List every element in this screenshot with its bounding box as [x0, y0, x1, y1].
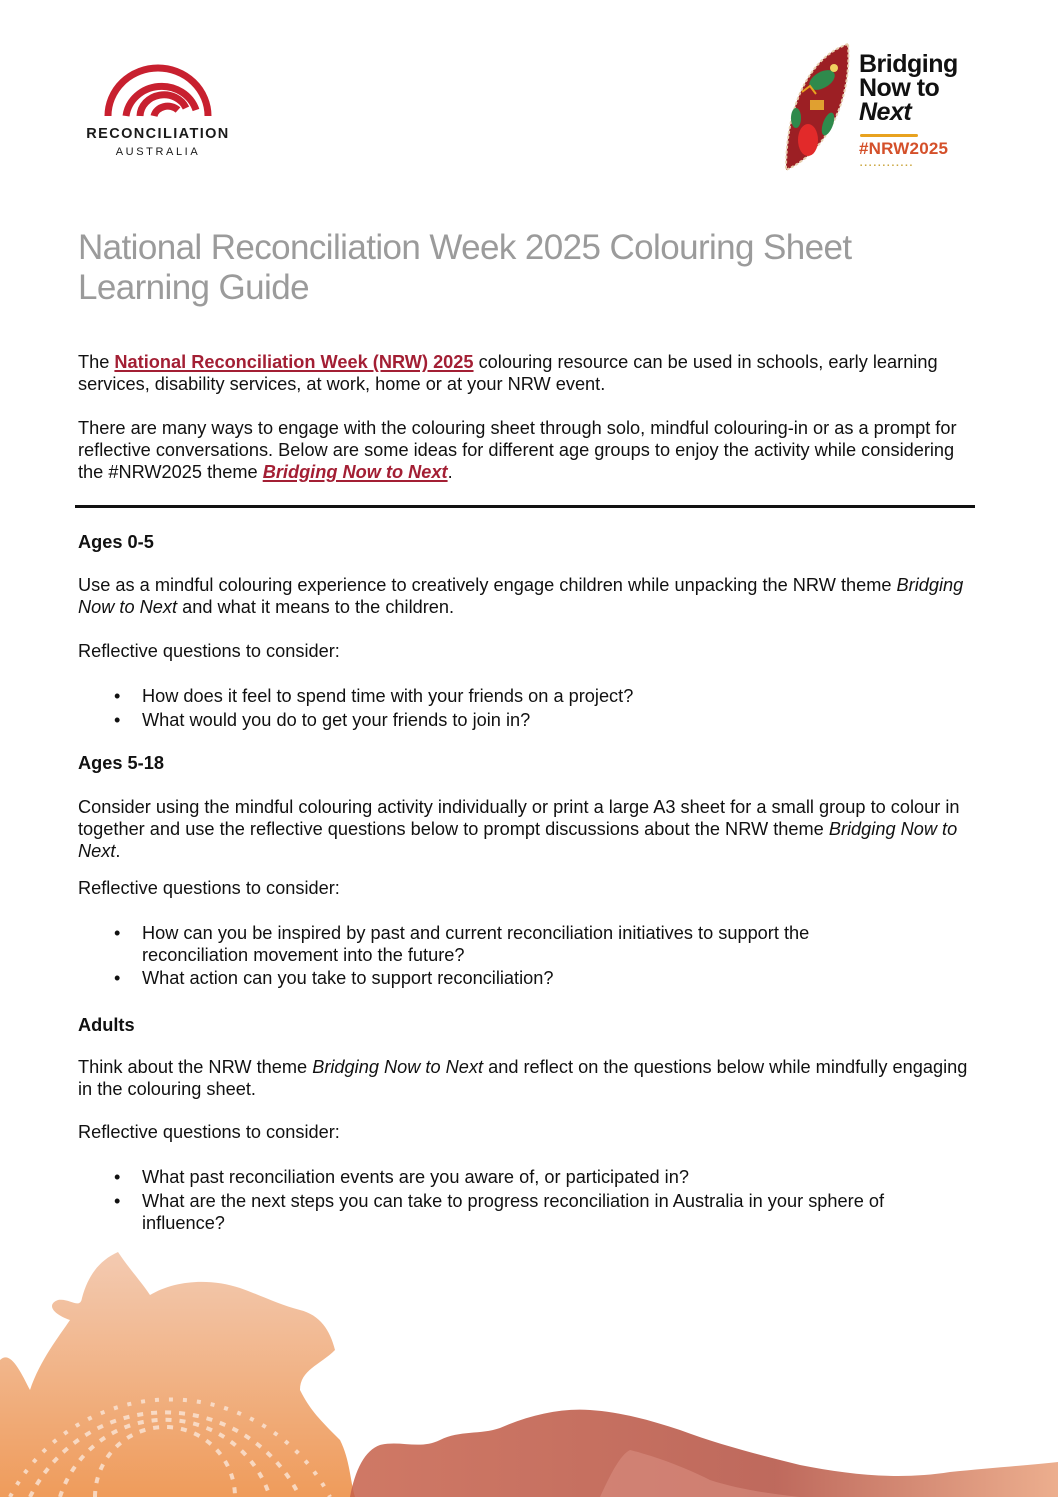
nrw2025-link[interactable]: National Reconciliation Week (NRW) 2025 — [114, 352, 474, 372]
wordmark-line2: Now to — [859, 74, 940, 102]
section-adults — [78, 1014, 978, 1234]
questions-list — [78, 1166, 978, 1234]
section-heading: Adults — [78, 1015, 135, 1035]
question-item: • What would you do to get your friends to join in? — [78, 709, 978, 731]
section-body: Think about the NRW theme Bridging Now to Next and reflect on the questions below while mindfully engaging in the colouring sheet. — [78, 1057, 968, 1099]
section-ages-0-5 — [78, 531, 978, 731]
intro — [78, 351, 978, 483]
questions-label: Reflective questions to consider: — [78, 878, 340, 898]
page-title — [78, 228, 898, 308]
underline-bar — [860, 134, 918, 137]
theme-link[interactable]: Bridging Now to Next — [262, 462, 448, 482]
watercolour-artwork-icon — [0, 1240, 1058, 1497]
section-ages-5-18 — [78, 752, 978, 989]
divider — [75, 505, 975, 508]
artwork-leaf-icon — [782, 42, 854, 174]
wordmark-line3: Next — [859, 98, 912, 126]
section-body: Use as a mindful colouring experience to creatively engage children while unpacking the NRW theme Bridging Now to Next and what it means to the children. — [78, 575, 964, 617]
logo-subtitle: AUSTRALIA — [115, 146, 201, 158]
intro-paragraph-1: The National Reconciliation Week (NRW) 2025 colouring resource can be used in schools, early learning services, disability services, at work, home or at your NRW event. — [78, 352, 938, 394]
section-body: Consider using the mindful colouring activity individually or print a large A3 sheet for a small group to colour in together and use the reflective questions below to prompt discussions about the NRW theme Bridging Now to Next. — [78, 797, 960, 861]
question-item: • How does it feel to spend time with your friends on a project? — [78, 685, 978, 707]
nrw2025-logo — [782, 42, 982, 177]
logo-name: RECONCILIATION — [86, 126, 230, 142]
wordmark-line1: Bridging — [859, 50, 958, 78]
rainbow-arcs-icon — [104, 64, 212, 120]
questions-label: Reflective questions to consider: — [78, 1122, 340, 1142]
intro-paragraph-2: There are many ways to engage with the colouring sheet through solo, mindful colouring-in or as a prompt for reflective conversations. Below are some ideas for different age groups to enjoy the activity while considering the #NRW2025 theme Bridging Now to Next. — [78, 418, 957, 482]
title-line1: National Reconciliation Week 2025 Colouring Sheet — [78, 228, 852, 267]
section-heading: Ages 0-5 — [78, 532, 154, 552]
questions-list — [78, 685, 978, 731]
reconciliation-australia-logo — [78, 64, 238, 164]
title-line2: Learning Guide — [78, 268, 309, 307]
hashtag: #NRW2025 — [859, 139, 949, 158]
question-item: • What past reconciliation events are you aware of, or participated in? — [78, 1166, 978, 1188]
nrw-theme-wordmark — [859, 52, 958, 124]
questions-list — [78, 922, 978, 989]
question-item: • How can you be inspired by past and current reconciliation initiatives to support the reconciliation movement into the future? — [78, 922, 978, 966]
question-item: • What action can you take to support reconciliation? — [78, 967, 978, 989]
section-heading: Ages 5-18 — [78, 753, 164, 773]
questions-label: Reflective questions to consider: — [78, 641, 340, 661]
question-item: • What are the next steps you can take to progress reconciliation in Australia in your sphere of influence? — [78, 1190, 978, 1234]
decorative-dots: ▪▪▪▪▪▪▪▪▪▪▪▪ — [860, 163, 915, 169]
